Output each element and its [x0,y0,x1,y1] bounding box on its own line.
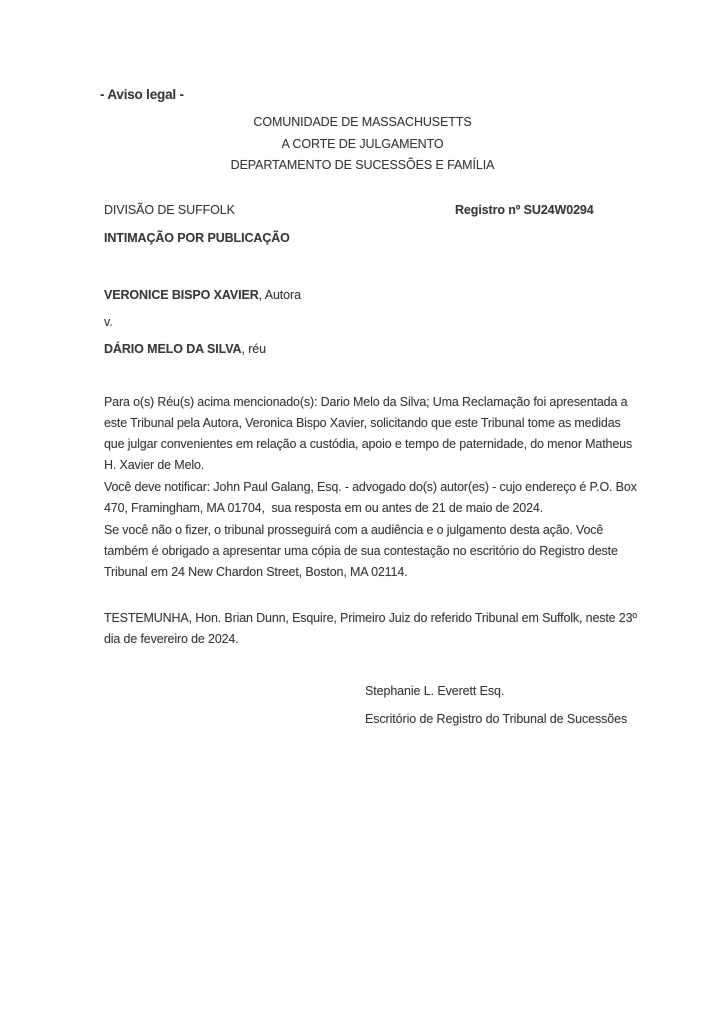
failure-to-respond-paragraph: Se você não o fizer, o tribunal prosseguirá com a audiência e o julgamento desta ação. Você também é obrigado a apresentar uma cópia de sua contestação no escritório do Registro deste Tribunal em 24 New Chardon Street, Boston, MA 02114. [104,523,621,579]
court-header-department: DEPARTAMENTO DE SUCESSÕES E FAMÍLIA [230,158,495,172]
register-signature-name: Stephanie L. Everett Esq. [365,684,505,698]
notification-paragraph: Você deve notificar: John Paul Galang, Esq. - advogado do(s) autor(es) - cujo endereço é P.O. Box 470, Framingham, MA 01704, sua resposta em ou antes de 21 de maio de 2024. [104,480,641,515]
plaintiff-line [104,285,301,306]
document-title: INTIMAÇÃO POR PUBLICAÇÃO [104,231,290,245]
versus-label: v. [104,315,113,329]
court-header [0,112,725,177]
defendant-name: DÁRIO MELO DA SILVA [104,342,242,356]
court-header-commonwealth: COMUNIDADE DE MASSACHUSETTS [253,115,472,129]
division-label: DIVISÃO DE SUFFOLK [104,203,235,217]
complaint-paragraph: Para o(s) Réu(s) acima mencionado(s): Dario Melo da Silva; Uma Reclamação foi apresentada a este Tribunal pela Autora, Veronica Bispo Xavier, solicitando que este Tribunal tome as medidas que julgar convenientes em relação a custódia, apoio e tempo de paternidade, do menor Matheus H. Xavier de Melo. [104,395,636,472]
witness-paragraph: TESTEMUNHA, Hon. Brian Dunn, Esquire, Primeiro Juiz do referido Tribunal em Suffolk, neste 23º dia de fevereiro de 2024. [104,611,641,646]
court-header-trial-court: A CORTE DE JULGAMENTO [281,136,444,151]
defendant-line [104,339,266,360]
legal-notice-label: - Aviso legal - [100,87,184,102]
plaintiff-name: VERONICE BISPO XAVIER [104,288,259,302]
docket-number: Registro nº SU24W0294 [455,203,594,217]
defendant-role: , réu [241,342,266,356]
register-office-label: Escritório de Registro do Tribunal de Sucessões [365,712,628,726]
plaintiff-role: , Autora [258,288,301,302]
